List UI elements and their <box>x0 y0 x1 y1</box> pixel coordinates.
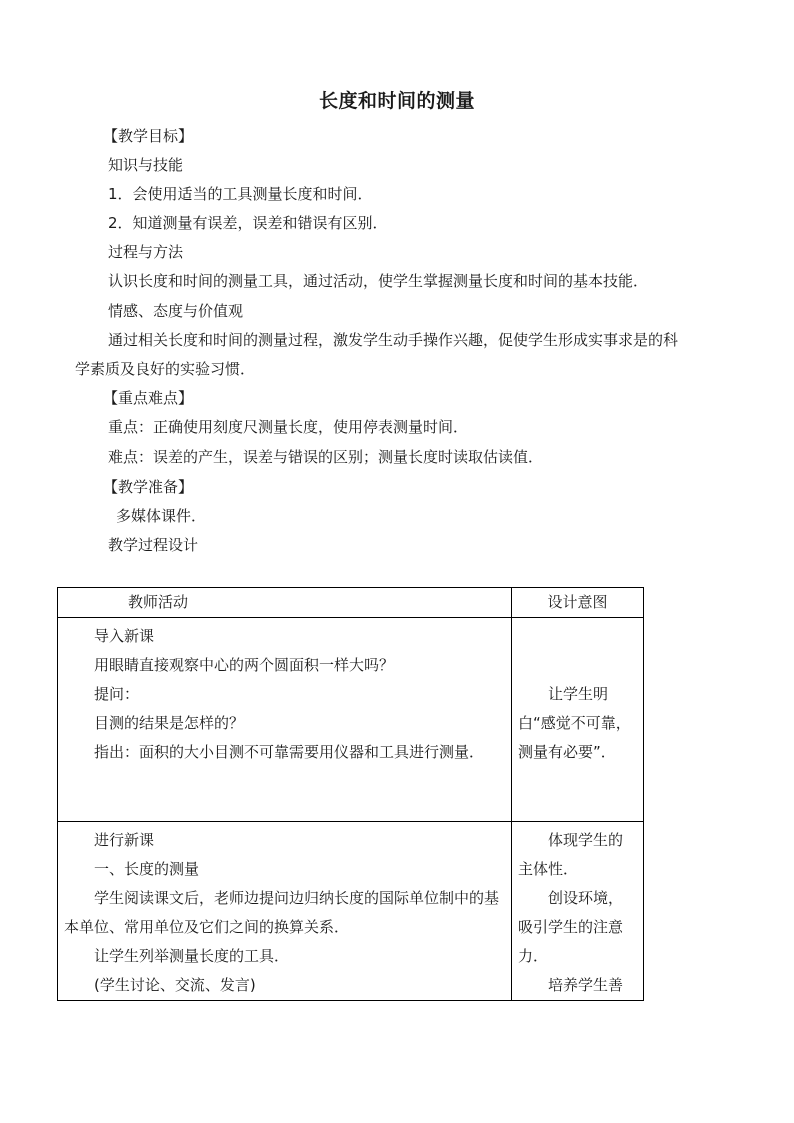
objective-item-1: 1．会使用适当的工具测量长度和时间． <box>108 185 373 203</box>
objective-item-2: 2．知道测量有误差，误差和错误有区别． <box>108 214 388 232</box>
emotions-values-text-line2: 学素质及良好的实验习惯． <box>75 360 256 378</box>
activity-subheading: 一、长度的测量 <box>94 860 200 878</box>
intent-text: 让学生明白“感觉不可靠，测量有必要”． <box>518 685 631 761</box>
section-heading-preparation: 【教学准备】 <box>103 478 194 496</box>
section-heading-key-points: 【重点难点】 <box>103 389 194 407</box>
intent-text: 创设环境，吸引学生的注意力． <box>518 889 624 965</box>
difficulty-text: 难点：误差的产生，误差与错误的区别；测量长度时读取估读值． <box>108 448 544 466</box>
subheading-process-methods: 过程与方法 <box>108 243 184 261</box>
activity-text: 指出：面积的大小目测不可靠需要用仪器和工具进行测量． <box>94 743 485 761</box>
table-row <box>58 618 644 822</box>
activity-heading: 进行新课 <box>94 831 155 849</box>
preparation-text: 多媒体课件． <box>116 507 207 525</box>
teacher-activity-cell <box>58 618 512 822</box>
key-point-text: 重点：正确使用刻度尺测量长度，使用停表测量时间． <box>108 418 469 436</box>
intent-text: 体现学生的主体性． <box>518 831 624 878</box>
process-methods-text: 认识长度和时间的测量工具，通过活动，使学生掌握测量长度和时间的基本技能． <box>108 272 649 290</box>
subheading-knowledge-skills: 知识与技能 <box>108 156 184 174</box>
section-heading-objectives: 【教学目标】 <box>103 127 194 145</box>
lesson-process-table <box>57 587 644 1001</box>
emotions-values-text-line1: 通过相关长度和时间的测量过程，激发学生动手操作兴趣，促使学生形成实事求是的科 <box>108 331 679 349</box>
design-intent-cell <box>512 822 644 1001</box>
table-row <box>58 822 644 1001</box>
design-intent-cell <box>512 618 644 822</box>
activity-text: 用眼睛直接观察中心的两个圆面积一样大吗？ <box>94 656 395 674</box>
subheading-emotions-values: 情感、态度与价值观 <box>108 302 244 320</box>
document-title: 长度和时间的测量 <box>318 90 475 112</box>
activity-text: 让学生列举测量长度的工具． <box>94 947 290 965</box>
table-header-design-intent: 设计意图 <box>512 588 644 618</box>
process-design-heading: 教学过程设计 <box>108 536 199 554</box>
intent-text: 培养学生善 <box>548 976 624 994</box>
activity-heading: 导入新课 <box>94 627 155 645</box>
activity-text: (学生讨论、交流、发言) <box>94 976 256 994</box>
table-header-teacher-activity: 教师活动 <box>58 588 512 618</box>
teacher-activity-cell <box>58 822 512 1001</box>
activity-text: 提问： <box>94 685 140 703</box>
activity-text: 目测的结果是怎样的？ <box>94 714 245 732</box>
activity-text: 学生阅读课文后，老师边提问边归纳长度的国际单位制中的基本单位、常用单位及它们之间的换算关系． <box>64 889 500 936</box>
